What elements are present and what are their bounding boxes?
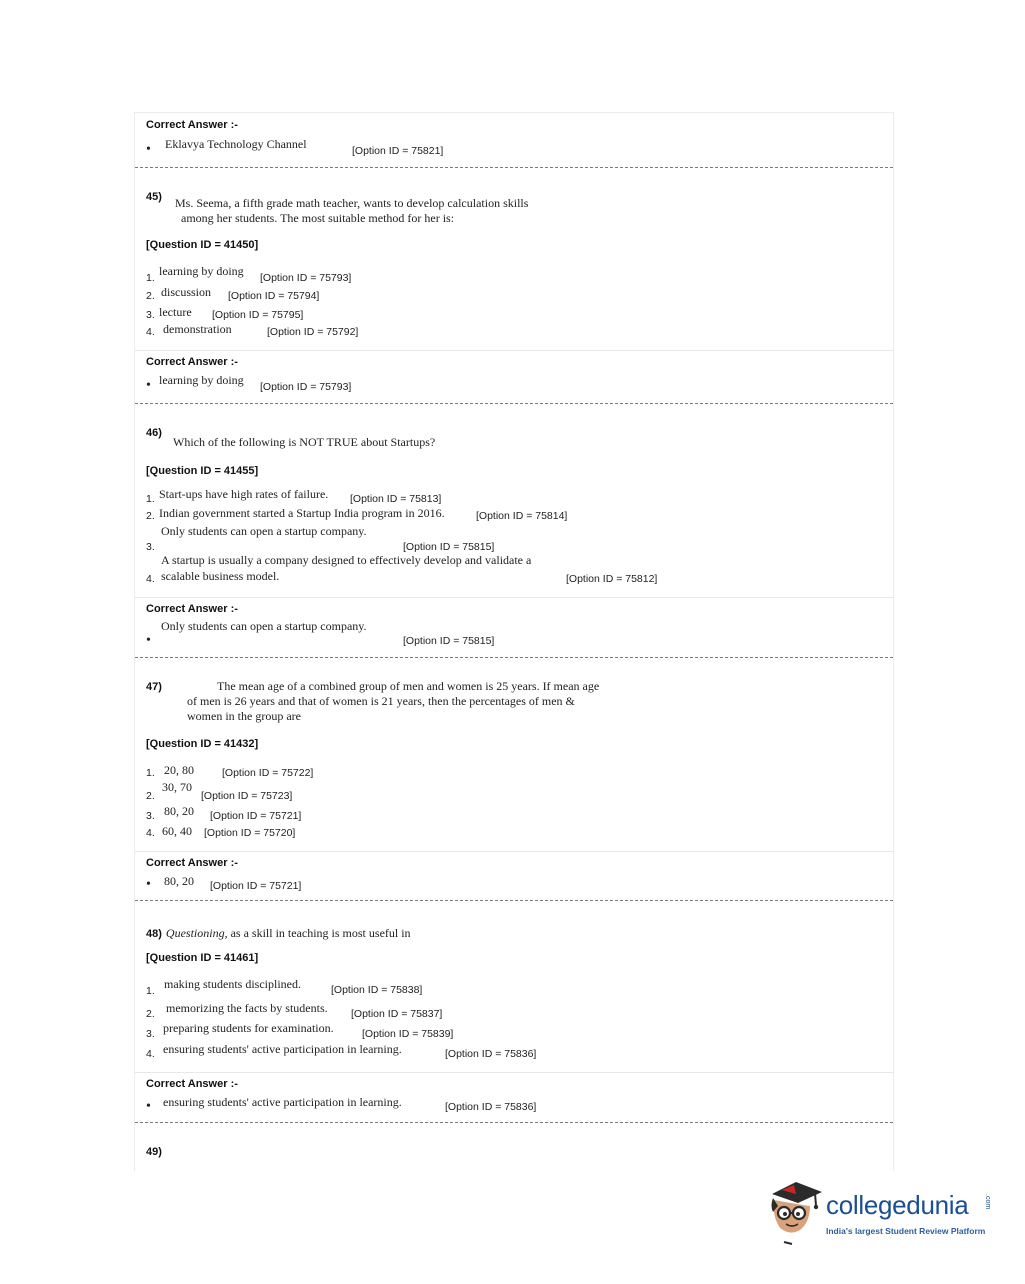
option-id: [Option ID = 75720] bbox=[204, 827, 296, 839]
option-number: 1. bbox=[146, 493, 155, 505]
option-id: [Option ID = 75814] bbox=[476, 510, 568, 522]
option-text: Only students can open a startup company. bbox=[161, 524, 367, 538]
question-number: 48) bbox=[146, 928, 162, 940]
option-id: [Option ID = 75813] bbox=[350, 493, 442, 505]
question-id: [Question ID = 41432] bbox=[146, 738, 259, 750]
question-number: 46) bbox=[146, 427, 162, 439]
question-text-line: women in the group are bbox=[187, 709, 301, 723]
answer-text: 80, 20 bbox=[164, 874, 194, 888]
option-id: [Option ID = 75722] bbox=[222, 767, 314, 779]
answer-sheet-page bbox=[134, 112, 894, 1171]
section-divider bbox=[135, 851, 893, 852]
question-id: [Question ID = 41455] bbox=[146, 465, 259, 477]
answer-bullet: • bbox=[146, 877, 151, 892]
answer-option-id: [Option ID = 75836] bbox=[445, 1101, 537, 1113]
section-divider bbox=[135, 900, 893, 901]
option-text: 30, 70 bbox=[162, 780, 192, 794]
option-number: 2. bbox=[146, 510, 155, 522]
question-number: 47) bbox=[146, 681, 162, 693]
question-line bbox=[146, 924, 411, 942]
brand-domain: .com bbox=[984, 1194, 991, 1210]
option-id: [Option ID = 75793] bbox=[260, 272, 352, 284]
correct-answer-label: Correct Answer :- bbox=[146, 356, 238, 368]
section-divider bbox=[135, 657, 893, 658]
question-italic-word: Questioning, bbox=[165, 926, 228, 940]
section-divider bbox=[135, 350, 893, 351]
option-number: 4. bbox=[146, 573, 155, 585]
option-number: 1. bbox=[146, 272, 155, 284]
option-id: [Option ID = 75839] bbox=[362, 1028, 454, 1040]
option-number: 3. bbox=[146, 810, 155, 822]
section-divider bbox=[135, 167, 893, 168]
option-text-line: scalable business model. bbox=[161, 569, 280, 583]
option-id: [Option ID = 75812] bbox=[566, 573, 658, 585]
question-text: Which of the following is NOT TRUE about Startups? bbox=[173, 435, 436, 449]
option-number: 1. bbox=[146, 767, 155, 779]
brand-name: collegedunia bbox=[826, 1190, 969, 1220]
answer-option-id: [Option ID = 75821] bbox=[352, 145, 444, 157]
option-number: 1. bbox=[146, 985, 155, 997]
correct-answer-label: Correct Answer :- bbox=[146, 857, 238, 869]
section-divider bbox=[135, 1122, 893, 1123]
option-number: 2. bbox=[146, 1008, 155, 1020]
question-text: as a skill in teaching is most useful in bbox=[227, 926, 411, 940]
option-id: [Option ID = 75792] bbox=[267, 326, 359, 338]
option-text: ensuring students' active participation in learning. bbox=[163, 1042, 402, 1056]
option-number: 4. bbox=[146, 827, 155, 839]
brand-tagline: India's largest Student Review Platform bbox=[826, 1226, 986, 1236]
option-text: 60, 40 bbox=[162, 824, 192, 838]
answer-bullet: • bbox=[146, 1099, 151, 1114]
option-text: learning by doing bbox=[159, 264, 244, 278]
question-number: 49) bbox=[146, 1146, 162, 1158]
option-text: discussion bbox=[161, 285, 212, 299]
answer-text: ensuring students' active participation in learning. bbox=[163, 1095, 402, 1109]
option-number: 2. bbox=[146, 290, 155, 302]
option-number: 2. bbox=[146, 790, 155, 802]
option-id: [Option ID = 75795] bbox=[212, 309, 304, 321]
graduate-mascot-icon bbox=[766, 1176, 824, 1246]
answer-text: learning by doing bbox=[159, 373, 244, 387]
correct-answer-label: Correct Answer :- bbox=[146, 1078, 238, 1090]
question-text-line: among her students. The most suitable method for her is: bbox=[181, 211, 455, 225]
answer-text: Eklavya Technology Channel bbox=[165, 137, 307, 151]
option-number: 3. bbox=[146, 309, 155, 321]
answer-bullet: • bbox=[146, 142, 151, 157]
option-text: 20, 80 bbox=[164, 763, 194, 777]
option-text: 80, 20 bbox=[164, 804, 194, 818]
answer-option-id: [Option ID = 75793] bbox=[260, 381, 352, 393]
correct-answer-label: Correct Answer :- bbox=[146, 603, 238, 615]
answer-text: Only students can open a startup company. bbox=[161, 619, 367, 633]
question-id: [Question ID = 41461] bbox=[146, 952, 259, 964]
question-id: [Question ID = 41450] bbox=[146, 239, 259, 251]
section-divider bbox=[135, 403, 893, 404]
option-id: [Option ID = 75721] bbox=[210, 810, 302, 822]
section-divider bbox=[135, 597, 893, 598]
option-id: [Option ID = 75837] bbox=[351, 1008, 443, 1020]
answer-bullet: • bbox=[146, 378, 151, 393]
question-text-line: The mean age of a combined group of men and women is 25 years. If mean age bbox=[217, 679, 600, 693]
section-divider bbox=[135, 1072, 893, 1073]
answer-option-id: [Option ID = 75815] bbox=[403, 635, 495, 647]
question-text-line: of men is 26 years and that of women is 21 years, then the percentages of men & bbox=[187, 694, 575, 708]
option-text: making students disciplined. bbox=[164, 977, 301, 991]
option-text-line: A startup is usually a company designed to effectively develop and validate a bbox=[161, 553, 532, 567]
option-number: 3. bbox=[146, 1028, 155, 1040]
option-text: preparing students for examination. bbox=[163, 1021, 334, 1035]
answer-option-id: [Option ID = 75721] bbox=[210, 880, 302, 892]
answer-bullet: • bbox=[146, 633, 151, 648]
option-text: Start-ups have high rates of failure. bbox=[159, 487, 329, 501]
option-id: [Option ID = 75836] bbox=[445, 1048, 537, 1060]
question-number: 45) bbox=[146, 191, 162, 203]
option-id: [Option ID = 75838] bbox=[331, 984, 423, 996]
option-text: demonstration bbox=[163, 322, 232, 336]
option-id: [Option ID = 75723] bbox=[201, 790, 293, 802]
option-number: 4. bbox=[146, 326, 155, 338]
option-text: Indian government started a Startup India program in 2016. bbox=[159, 506, 445, 520]
question-text-line: Ms. Seema, a fifth grade math teacher, wants to develop calculation skills bbox=[175, 196, 529, 210]
collegedunia-logo bbox=[766, 1176, 996, 1246]
option-text: memorizing the facts by students. bbox=[166, 1001, 328, 1015]
option-id: [Option ID = 75815] bbox=[403, 541, 495, 553]
option-number: 4. bbox=[146, 1048, 155, 1060]
option-id: [Option ID = 75794] bbox=[228, 290, 320, 302]
option-number: 3. bbox=[146, 541, 155, 553]
option-text: lecture bbox=[159, 305, 192, 319]
correct-answer-label: Correct Answer :- bbox=[146, 119, 238, 131]
